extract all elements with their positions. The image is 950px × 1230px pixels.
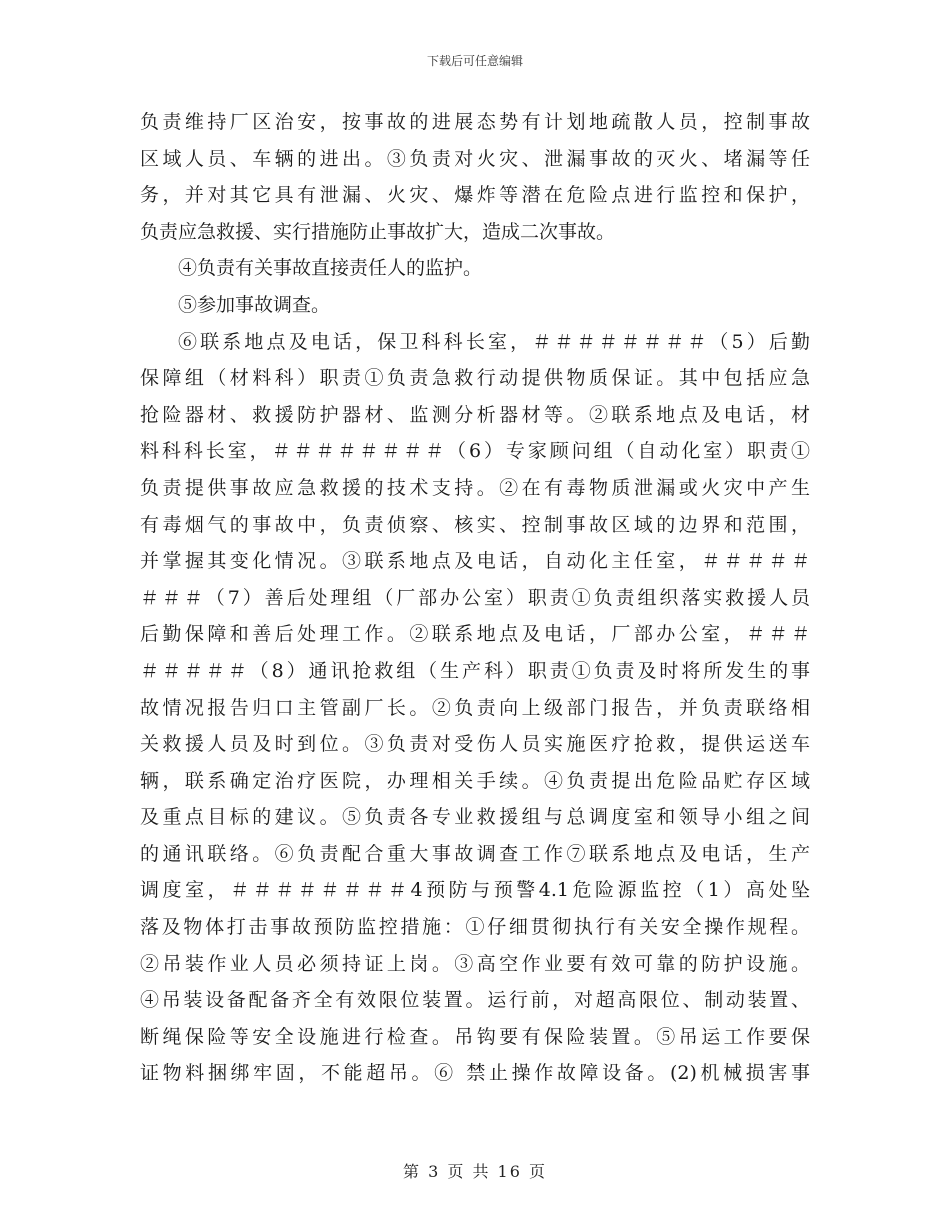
text-line: ②吊装作业人员必须持证上岗。③高空作业要有效可靠的防护设施。 xyxy=(140,952,810,975)
text-line: 负责提供事故应急救援的技术支持。②在有毒物质泄漏或火灾中产生 xyxy=(140,476,810,499)
text-line: ＃＃＃＃＃（8）通讯抢救组（生产科）职责①负责及时将所发生的事 xyxy=(140,659,810,682)
text-line: 及重点目标的建议。⑤负责各专业救援组与总调度室和领导小组之间 xyxy=(140,806,810,829)
text-line: 料科科长室，＃＃＃＃＃＃＃＃（6）专家顾问组（自动化室）职责① xyxy=(140,440,810,463)
text-line: 关救援人员及时到位。③负责对受伤人员实施医疗抢救，提供运送车 xyxy=(140,733,810,756)
text-line: ⑥联系地点及电话，保卫科科长室，＃＃＃＃＃＃＃＃（5）后勤 xyxy=(178,330,810,353)
text-line: 区域人员、车辆的进出。③负责对火灾、泄漏事故的灭火、堵漏等任 xyxy=(140,147,810,170)
text-line: 保障组（材料科）职责①负责急救行动提供物质保证。其中包括应急 xyxy=(140,367,810,390)
text-line: 负责应急救援、实行措施防止事故扩大，造成二次事故。 xyxy=(140,220,616,243)
page-header: 下载后可任意编辑 xyxy=(426,54,523,68)
text-line: 务，并对其它具有泄漏、火灾、爆炸等潜在危险点进行监控和保护， xyxy=(140,184,810,207)
text-line: ④负责有关事故直接责任人的监护。 xyxy=(178,257,483,280)
text-line: 落及物体打击事故预防监控措施：①仔细贯彻执行有关安全操作规程。 xyxy=(140,916,810,939)
text-line: 辆，联系确定治疗医院，办理相关手续。④负责提出危险品贮存区域 xyxy=(140,769,810,792)
text-line: 负责维持厂区治安，按事故的进展态势有计划地疏散人员，控制事故 xyxy=(140,111,810,133)
text-line: ⑤参加事故调查。 xyxy=(178,293,331,316)
text-line: 断绳保险等安全设施进行检查。吊钩要有保险装置。⑤吊运工作要保 xyxy=(140,1025,810,1048)
text-line: 并掌握其变化情况。③联系地点及电话，自动化主任室，＃＃＃＃＃ xyxy=(140,550,810,573)
text-line: 后勤保障和善后处理工作。②联系地点及电话，厂部办公室，＃＃＃ xyxy=(140,623,810,646)
text-line: 调度室，＃＃＃＃＃＃＃＃4预防与预警4.1危险源监控（1）高处坠 xyxy=(140,879,810,902)
text-line: 的通讯联络。⑥负责配合重大事故调查工作⑦联系地点及电话，生产 xyxy=(140,842,810,865)
text-line: ④吊装设备配备齐全有效限位装置。运行前，对超高限位、制动装置、 xyxy=(140,989,810,1012)
page-number-footer: 第 3 页 共 16 页 xyxy=(403,1162,547,1181)
text-line: 抢险器材、救援防护器材、监测分析器材等。②联系地点及电话，材 xyxy=(140,403,810,426)
document-body xyxy=(140,104,810,1092)
text-line: 有毒烟气的事故中，负责侦察、核实、控制事故区域的边界和范围， xyxy=(140,513,810,536)
text-line: ＃＃＃（7）善后处理组（厂部办公室）职责①负责组织落实救援人员 xyxy=(140,586,810,609)
text-line: 故情况报告归口主管副厂长。②负责向上级部门报告，并负责联络相 xyxy=(140,696,810,719)
text-line: 证物料捆绑牢固，不能超吊。⑥ 禁止操作故障设备。(2)机械损害事 xyxy=(140,1062,810,1085)
